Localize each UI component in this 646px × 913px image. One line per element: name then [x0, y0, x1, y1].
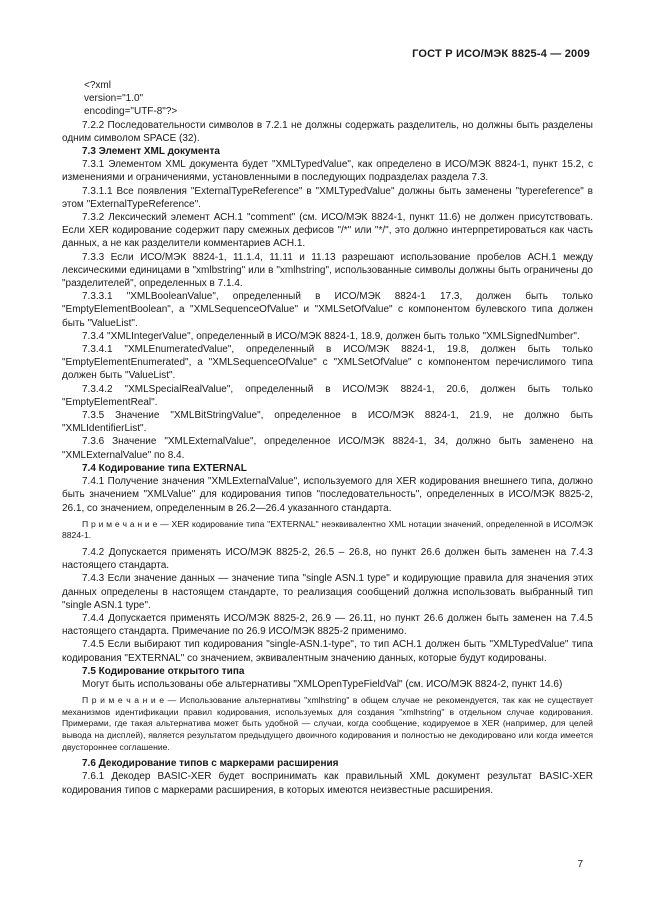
- paragraph: 7.3.2 Лексический элемент АСН.1 "comment" (см. ИСО/МЭК 8824-1, пункт 11.6) не должен присутствовать. Если XER кодирование содержит пару смежных дефисов "/*" или "*/", это должно интерпретироваться как часть данных, а не как разделители комментариев АСН.1.: [62, 212, 593, 250]
- note-label: П р и м е ч а н и е: [82, 695, 165, 706]
- paragraph: 7.4.2 Допускается применять ИСО/МЭК 8825-2, 26.5 – 26.8, но пункт 26.6 должен быть заменен на 7.4.3 настоящего стандарта.: [62, 546, 593, 572]
- section-heading: 7.6 Декодирование типов с маркерами расширения: [82, 758, 339, 770]
- paragraph: 7.3.6 Значение "XMLExternalValue", определенное ИСО/МЭК 8824-1, 34, должно быть заменено на "XMLExternalValue" по 8.4.: [62, 436, 593, 461]
- note-text: — XER кодирование типа "EXTERNAL" неэквивалентно XML нотации значений, определенной в ИСО/МЭК 8824-1.: [62, 518, 594, 541]
- page-number: 7: [577, 859, 583, 870]
- paragraph: 7.4.3 Если значение данных — значение типа "single ASN.1 type" и кодирующие правила для значения этих данных определены в настоящем стандарте, то реализация сообщений должна использовать выбранный тип "single ASN.1 type".: [62, 573, 593, 611]
- paragraph: 7.3.3 Если ИСО/МЭК 8824-1, 11.1.4, 11.11 и 11.13 разрешают использование пробелов АСН.1 между лексическими единицами в "xmlbstring" или в "xmlhstring", использованные символы должны быть ограничены до "разделителей", определенных в 7.1.4.: [62, 251, 593, 290]
- paragraph: 7.3.1.1 Все появления "ExternalTypeReference" в "XMLTypedValue" должны быть заменены "typereference" в этом "ExternalTypeReference".: [62, 185, 593, 210]
- text-blocks: [62, 119, 593, 797]
- paragraph: 7.3.4.1 "XMLEnumeratedValue", определенный в ИСО/МЭК 8824-1, 19.8, должен быть только "EmptyElementEnumerated", а "XMLSequenceOfValue" с "XMLSetOfValue" с компонентом перечислимого типа должен быть "ValueList".: [62, 344, 593, 382]
- paragraph: 7.3.5 Значение "XMLBitStringValue", определенное в ИСО/МЭК 8824-1, 21.9, не должно быть "XMLIdentifierList".: [62, 410, 593, 435]
- code-line: encoding="UTF-8"?>: [84, 106, 178, 118]
- section-heading: 7.5 Кодирование открытого типа: [82, 665, 245, 677]
- paragraph: 7.2.2 Последовательности символов в 7.2.1 не должны содержать разделитель, но должны быть разделены одним символом SPACE (32).: [62, 119, 593, 144]
- document-header: ГОСТ Р ИСО/МЭК 8825-4 — 2009: [412, 48, 590, 60]
- paragraph: 7.3.4.2 "XMLSpecialRealValue", определенный в ИСО/МЭК 8824-1, 20.6, должен быть только "EmptyElementReal".: [62, 383, 593, 408]
- code-line: version="1.0": [84, 93, 144, 105]
- note: [62, 519, 593, 542]
- document-body: [62, 79, 593, 797]
- note: [62, 695, 593, 753]
- paragraph: 7.4.4 Допускается применять ИСО/МЭК 8825-2, 26.9 — 26.11, но пункт 26.6 должен быть заменен на 7.4.5 настоящего стандарта. Примечание по 26.9 ИСО/МЭК 8825-2 применимо.: [62, 612, 593, 638]
- paragraph: 7.3.3.1 "XMLBooleanValue", определенный в ИСО/МЭК 8824-1 17.3, должен быть только "EmptyElementBoolean", а "XMLSequenceOfValue" и "XMLSetOfValue" с компонентом булевского типа должен быть "ValueList".: [62, 291, 593, 329]
- section-heading: 7.3 Элемент XML документа: [82, 146, 220, 158]
- note-text: — Использование альтернативы "xmlhstring" в общем случае не рекомендуется, так как не существует механизмов идентификации правил кодирования, используемых для создания "xmlhstring" в отдельном случае кодирования. Примерами, где такая альтернатива может быть удобной — случаи, когда сообщение, кодируемое в XER (например, для целей вывода на дисплей), является результатом предыдущего двоичного кодирования и полностью не декодировано или когда имеется двустороннее соглашение.: [62, 695, 593, 752]
- paragraph: 7.4.1 Получение значения "XMLExternalValue", используемого для XER кодирования внешнего типа, должно быть значением "XMLValue" для кодирования типов "последовательность", определенных в ИСО/МЭК 8825-2, 26.1, со значением, определенным в 26.2—26.4 указанного стандарта.: [62, 476, 593, 514]
- paragraph: 7.3.1 Элементом XML документа будет "XMLTypedValue", как определено в ИСО/МЭК 8824-1, пункт 15.2, с изменениями и ограничениями, установленными в последующих подразделах раздела 7.3.: [62, 159, 593, 184]
- paragraph: 7.6.1 Декодер BASIC-XER будет воспринимать как правильный XML документ результат BASIC-XER кодирования типов с маркерами расширения, в которых имеются неизвестные расширения.: [62, 771, 593, 796]
- paragraph: 7.4.5 Если выбирают тип кодирования "single-ASN.1-type", то тип АСН.1 должен быть "XMLTypedValue" типа кодирования "EXTERNAL" со значением, эквивалентным значению данных, которые будут кодированы.: [62, 639, 593, 664]
- note-label: П р и м е ч а н и е: [82, 518, 158, 529]
- code-block: [62, 79, 593, 119]
- paragraph: Могут быть использованы обе альтернативы "XMLOpenTypeFieldVal" (см. ИСО/МЭК 8824-2, пункт 14.6): [82, 678, 563, 690]
- code-line: <?xml: [84, 80, 111, 91]
- section-heading: 7.4 Кодирование типа EXTERNAL: [82, 462, 247, 474]
- paragraph: 7.3.4 "XMLIntegerValue", определенный в ИСО/МЭК 8824-1, 18.9, должен быть только "XMLSignedNumber".: [82, 330, 580, 342]
